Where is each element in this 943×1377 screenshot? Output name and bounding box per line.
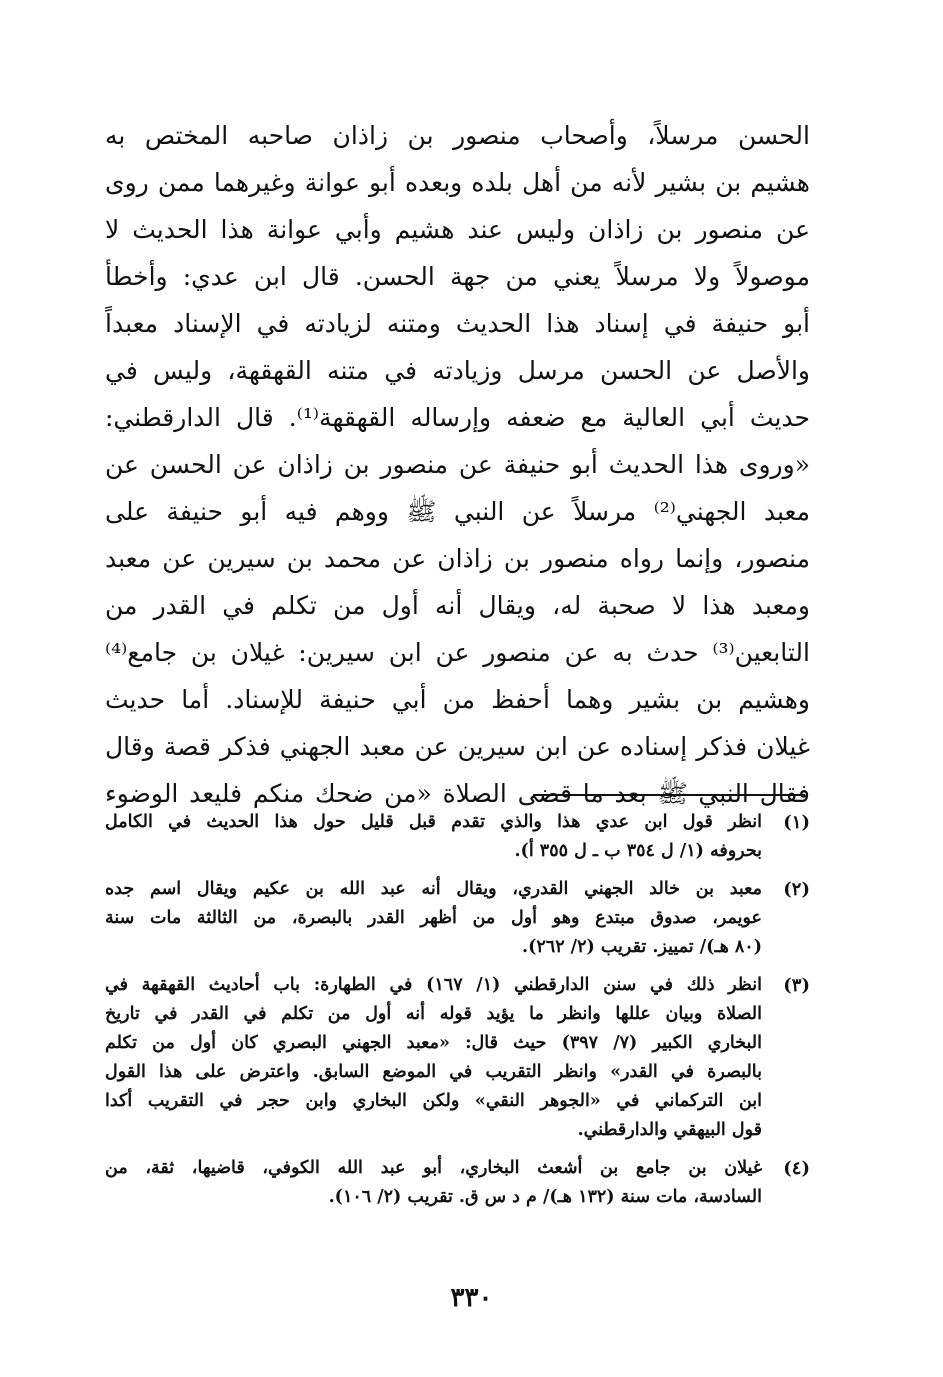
body-line: حديث أبي العالية مع ضعفه وإرساله القهقهة⁽¹⁾. قال الدارقطني:: [105, 403, 810, 432]
footnote-number: (٣): [783, 975, 810, 996]
footnote-separator: [533, 794, 805, 796]
footnote-number: (١): [783, 812, 810, 833]
footnote-1: [105, 808, 810, 866]
footnote-2: [105, 875, 810, 962]
footnote-number: (٤): [783, 1158, 810, 1179]
footnote-line: (٨٠ هـ)/ تمييز. تقريب (٢/ ٢٦٢).: [522, 937, 762, 957]
body-line: معبد الجهني⁽²⁾ مرسلاً عن النبي ﷺ ووهم فيه أبو حنيفة على: [105, 497, 811, 526]
body-line: موصولاً ولا مرسلاً يعني من جهة الحسن. قال ابن عدي: وأخطأ: [105, 262, 810, 291]
body-line: عن منصور بن زاذان وليس عند هشيم وأبي عوانة هذا الحديث لا: [105, 215, 810, 244]
footnote-line: ابن التركماني في «الجوهر النقي» ولكن البخاري وابن حجر في التقريب أكدا: [105, 1091, 762, 1111]
footnote-line: الصلاة وبيان عللها وانظر ما يؤيد قوله أنه أول من تكلم في القدر في تاريخ: [105, 1004, 762, 1024]
body-line: التابعين⁽³⁾ حدث به عن منصور عن ابن سيرين: غيلان بن جامع⁽⁴⁾: [105, 638, 810, 667]
footnote-line: انظر ذلك في سنن الدارقطني (١/ ١٦٧) في الطهارة: باب أحاديث القهقهة في: [105, 975, 763, 995]
footnote-4: [105, 1154, 810, 1212]
footnote-3: [105, 971, 810, 1145]
body-line: «وروى هذا الحديث أبو حنيفة عن منصور بن زاذان عن الحسن عن: [105, 450, 810, 479]
body-line: أبو حنيفة في إسناد هذا الحديث ومتنه لزيادته في الإسناد معبداً: [105, 309, 810, 338]
footnote-line: بالبصرة في القدر» وانظر التقريب في الموضع السابق. واعترض على هذا القول: [105, 1062, 762, 1082]
body-line: غيلان فذكر إسناده عن ابن سيرين عن معبد الجهني فذكر قصة وقال: [105, 732, 810, 761]
footnote-line: غيلان بن جامع بن أشعث البخاري، أبو عبد الله الكوفي، قاضيها، ثقة، من: [105, 1158, 762, 1178]
body-line: منصور، وإنما رواه منصور بن زاذان عن محمد بن سيرين عن معبد: [105, 544, 810, 573]
body-line: وهشيم بن بشير وهما أحفظ من أبي حنيفة للإسناد. أما حديث: [105, 685, 810, 714]
body-line: والأصل عن الحسن مرسل وزيادته في متنه القهقهة، وليس في: [105, 356, 810, 385]
footnote-line: عويمر، صدوق مبتدع وهو أول من أظهر القدر بالبصرة، من الثالثة مات سنة: [105, 908, 762, 928]
body-line: ومعبد هذا لا صحبة له، ويقال أنه أول من تكلم في القدر من: [105, 591, 810, 620]
footnote-line: انظر قول ابن عدي هذا والذي تقدم قبل قليل حول هذا الحديث في الكامل: [105, 812, 762, 832]
footnotes: [105, 808, 810, 1221]
footnote-number: (٢): [783, 879, 810, 900]
body-line: الحسن مرسلاً، وأصحاب منصور بن زاذان صاحبه المختص به: [105, 121, 810, 150]
footnote-line: قول البيهقي والدارقطني.: [577, 1120, 762, 1140]
page-number: ٣٣٠: [450, 1283, 493, 1313]
footnote-line: بحروفه (١/ ل ٣٥٤ ب ـ ل ٣٥٥ أ).: [514, 841, 762, 861]
footnote-line: البخاري الكبير (٧/ ٣٩٧) حيث قال: «معبد الجهني البصري كان أول من تكلم: [105, 1033, 763, 1053]
body-line: فقال النبي ﷺ بعد ما قضى الصلاة «من ضحك منكم فليعد الوضوء: [105, 779, 810, 808]
footnote-line: السادسة، مات سنة (١٣٢ هـ)/ م د س ق. تقريب (٢/ ١٠٦).: [328, 1187, 762, 1207]
footnote-line: معبد بن خالد الجهني القدري، ويقال أنه عبد الله بن عكيم ويقال اسم جده: [105, 879, 762, 899]
main-text: [105, 112, 810, 817]
body-line: هشيم بن بشير لأنه من أهل بلده وبعده أبو عوانة وغيرهما ممن روى: [105, 168, 810, 197]
